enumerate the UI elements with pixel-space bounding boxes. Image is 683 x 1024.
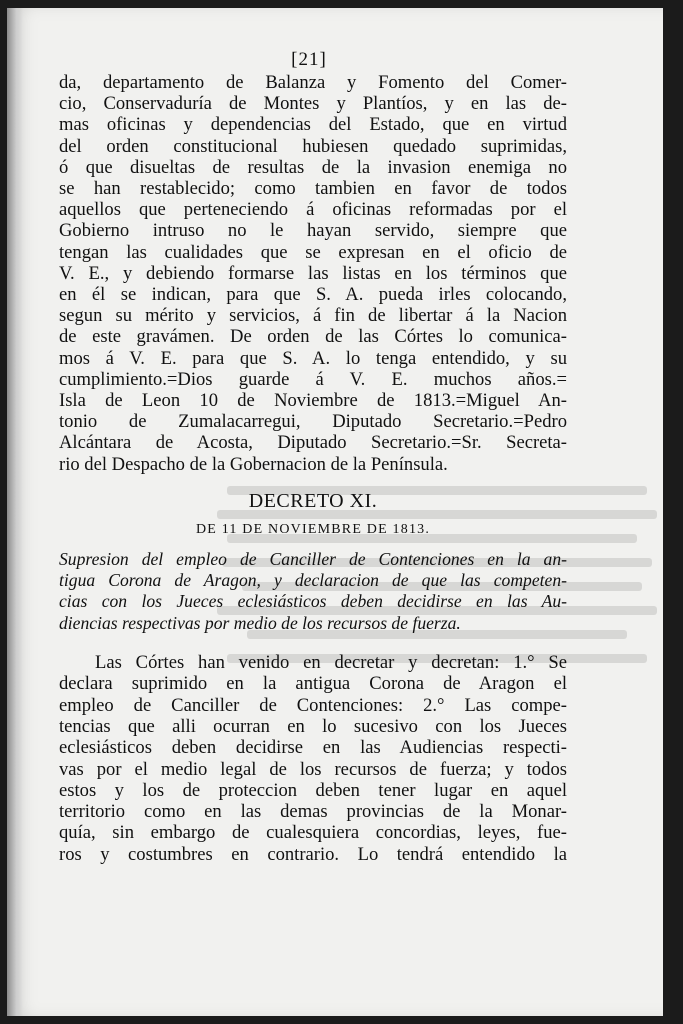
text-line: mas oficinas y dependencias del Estado, que en virtud (59, 114, 567, 136)
text-line: segun su mérito y servicios, á fin de libertar á la Nacion (59, 305, 567, 327)
text-line: tonio de Zumalacarregui, Diputado Secretario.=Pedro (59, 411, 567, 433)
page-number: [21] (291, 49, 327, 70)
decree-line: ros y costumbres en contrario. Lo tendrá entendido la (59, 843, 567, 865)
continued-letter-text (59, 72, 567, 475)
page-gutter-shadow (7, 8, 23, 1016)
text-line: Isla de Leon 10 de Noviembre de 1813.=Miguel An- (59, 390, 567, 412)
text-line: ó que disueltas de resultas de la invasion enemiga no (59, 156, 567, 178)
decree-summary (59, 549, 567, 634)
text-line: Alcántara de Acosta, Diputado Secretario.=Sr. Secreta- (59, 432, 567, 454)
text-line: del orden constitucional hubiesen quedado suprimidas, (59, 135, 567, 157)
text-line: en él se indican, para que S. A. pueda irles colocando, (59, 284, 567, 306)
decree-line: quía, sin embargo de cualesquiera concordias, leyes, fue- (59, 822, 567, 844)
summary-line: cias con los Jueces eclesiásticos deben decidirse en las Au- (59, 591, 567, 612)
text-line: V. E., y debiendo formarse las listas en los términos que (59, 262, 567, 284)
decree-line: declara suprimido en la antigua Corona de Aragon el (59, 673, 567, 695)
decree-line: eclesiásticos deben decidirse en las Audiencias respecti- (59, 737, 567, 759)
decree-line: territorio como en las demas provincias de la Monar- (59, 801, 567, 823)
text-line: rio del Despacho de la Gobernacion de la Península. (59, 453, 448, 475)
text-line: mos á V. E. para que S. A. lo tenga entendido, y su (59, 347, 567, 369)
summary-line: tigua Corona de Aragon, y declaracion de que las competen- (59, 570, 567, 591)
text-line: aquellos que perteneciendo á oficinas reformadas por el (59, 199, 567, 221)
text-line: cumplimiento.=Dios guarde á V. E. muchos años.= (59, 368, 567, 390)
text-line: cio, Conservaduría de Montes y Plantíos, y en las de- (59, 93, 567, 115)
decree-title: DECRETO XI. (248, 489, 378, 512)
book-page (7, 8, 663, 1016)
page-text (59, 48, 567, 865)
decree-line: estos y los de proteccion deben tener lugar en aquel (59, 779, 567, 801)
decree-text (59, 652, 567, 865)
summary-line: Supresion del empleo de Canciller de Contenciones en la an- (59, 548, 567, 569)
decree-line: vas por el medio legal de los recursos de fuerza; y todos (59, 758, 567, 780)
decree-line: empleo de Canciller de Contenciones: 2.° Las compe- (59, 694, 567, 716)
text-line: tengan las cualidades que se expresan en el oficio de (59, 241, 567, 263)
summary-line: diencias respectivas por medio de los recursos de fuerza. (59, 612, 461, 633)
text-line: de este gravámen. De orden de las Córtes lo comunica- (59, 326, 567, 348)
decree-line: Las Córtes han venido en decretar y decretan: 1.° Se (95, 652, 567, 674)
text-line: da, departamento de Balanza y Fomento del Comer- (59, 72, 567, 93)
text-line: Gobierno intruso no le hayan servido, siempre que (59, 220, 567, 242)
text-line: se han restablecido; como tambien en favor de todos (59, 178, 567, 200)
decree-date: DE 11 DE NOVIEMBRE DE 1813. (195, 521, 431, 537)
decree-line: tencias que alli ocurran en lo sucesivo con los Jueces (59, 715, 567, 737)
